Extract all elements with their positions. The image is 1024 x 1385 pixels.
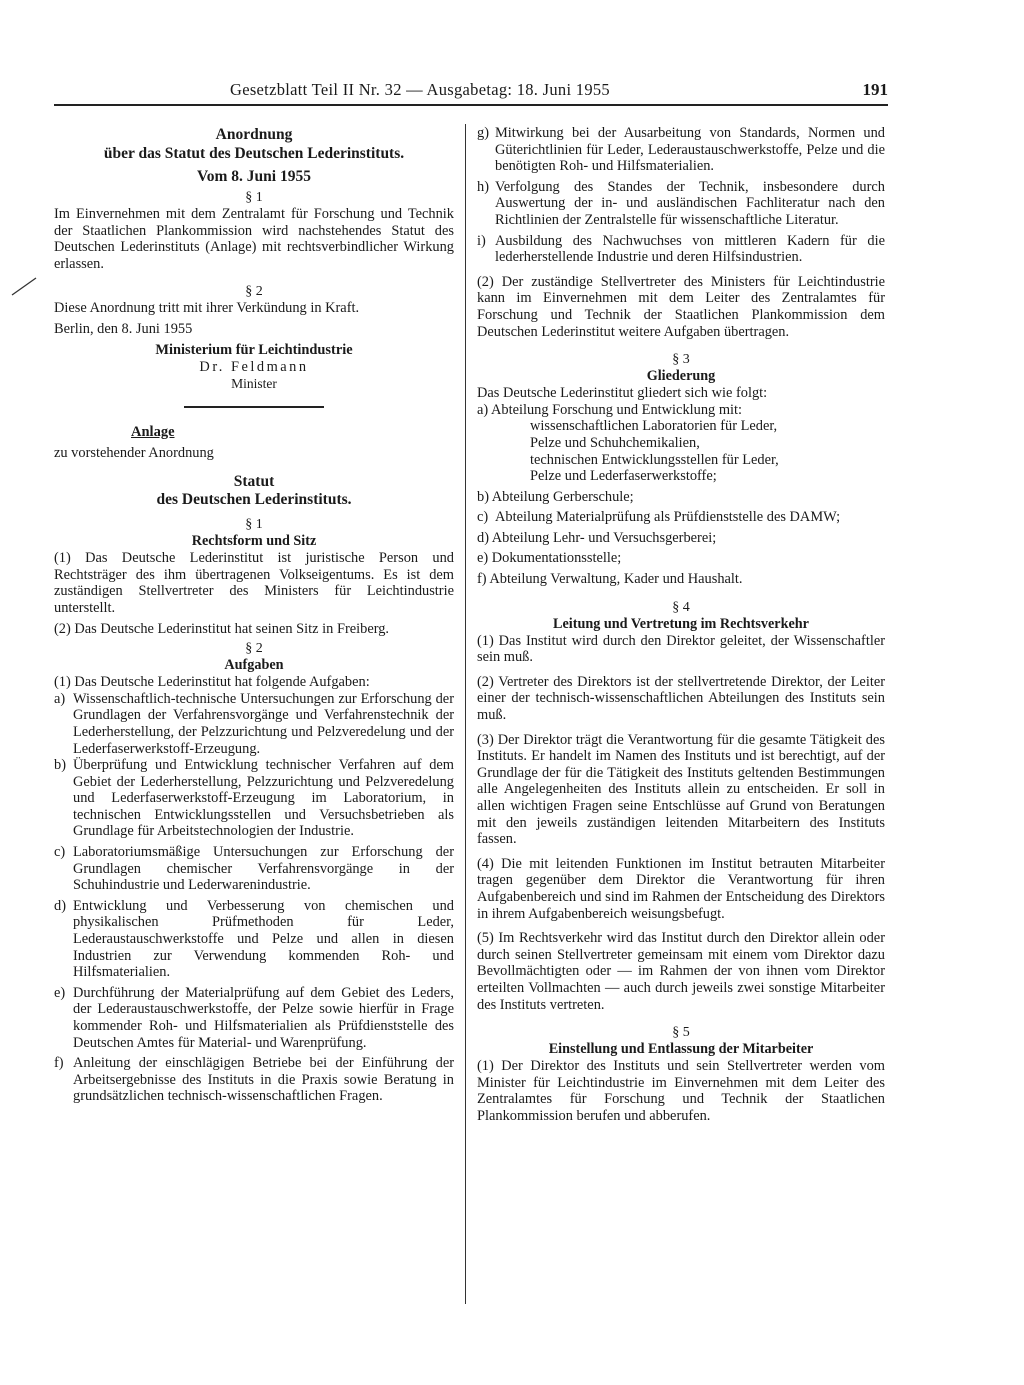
paragraph: (1) Das Institut wird durch den Direktor geleitet, der Wissenschaftler sein muß. [477,632,885,666]
statute-title: Statut [233,473,275,491]
paragraph: (2) Vertreter des Direktors ist der stellvertretende Direktor, der Leiter einer der technisch-wissenschaftlichen Abteilungen des Instituts sein muß. [477,673,885,724]
list-item: d) Entwicklung und Verbesserung von chemischen und physikalischen Prüfmethoden für Leder, Lederaustauschwerkstoffe und Pelze und allen in diesen Industrien zur Verwendung kommenden Roh- und Hilfsmaterialien. [54,897,454,981]
annex-label: Anlage [131,423,175,440]
list-item: f) Anleitung der einschlägigen Betriebe bei der Einführung der Arbeitsergebnisse des Instituts in die Praxis sowie Beratung in grundsätzlichen technisch-wissenschaftlichen Fragen. [54,1055,454,1105]
list-item: e) Durchführung der Materialprüfung auf dem Gebiet des Leders, der Lederaustauschwerkstoffe, der Pelze sowie hierfür in Frage kommender Roh- und Hilfsmaterialien als Prüfdienststelle des Deutschen Amtes für Material- und Warenprüfung. [54,984,454,1051]
list-item: h) Verfolgung des Standes der Technik, insbesondere durch Auswertung der in- und ausländischen Fachliteratur nach den Richtlinien der Zentralstelle für wissenschaftliche Literatur. [477,178,885,228]
signer-name: Dr. Feldmann [199,358,309,375]
section-heading: Rechtsform und Sitz [191,533,317,550]
list-item: c) Abteilung Materialprüfung als Prüfdienststelle des DAMW; [477,509,841,526]
section-sign: § 2 [245,641,263,657]
column-divider [465,124,466,1304]
page-header [54,80,888,106]
list-item: i) Ausbildung des Nachwuchses von mittleren Kadern für die lederherstellende Industrie und deren Hilfsindustrien. [477,232,885,266]
list-item: d) Abteilung Lehr- und Versuchsgerberei; [477,529,717,546]
section-heading: Einstellung und Entlassung der Mitarbeiter [548,1041,814,1058]
section-sign: § 2 [245,284,263,300]
ordinance-title: Anordnung [215,126,293,143]
section-sign: § 1 [245,190,263,205]
left-column [54,125,454,1105]
paragraph: Diese Anordnung tritt mit ihrer Verkündung in Kraft. [54,300,360,317]
statute-subtitle: des Deutschen Lederinstituts. [156,491,352,509]
paragraph: (1) Das Deutsche Lederinstitut ist juristische Person und Rechtsträger des ihm übertragenen Volkseigentums. Es ist dem zuständigen Stellvertreter des Ministers für Leichtindustrie unterstellt. [54,550,454,616]
paragraph: (3) Der Direktor trägt die Verantwortung für die gesamte Tätigkeit des Instituts. Er handelt im Namen des Instituts und ist berechtigt, auf der Grundlage der für die Tätigkeit des Instituts geltenden Bestimmungen alle Angelegenheiten des Instituts allein zu entscheiden. Er soll in allen wichtigen Fragen seine Entschlüsse auf Grund von Beratungen mit den jeweils zuständigen leitenden Mitarbeitern des Instituts fassen. [477,731,885,848]
list-item: a) Wissenschaftlich-technische Untersuchungen zur Erforschung der Grundlagen der Verfahrensvorgänge und Verfahrenstechnik der Lederherstellung, der Pelzzurichtung und Pelzveredelung und der Lederfaserwerkstoff-Erzeugung. [54,690,454,757]
paragraph: (2) Das Deutsche Lederinstitut hat seinen Sitz in Freiberg. [54,620,390,637]
sub-item: Pelze und Schuhchemikalien, [530,434,700,451]
section-heading: Leitung und Vertretung im Rechtsverkehr [553,615,809,632]
place-date: Berlin, den 8. Juni 1955 [54,320,193,337]
paragraph: (1) Das Deutsche Lederinstitut hat folgende Aufgaben: [54,674,370,691]
list-item: e) Dokumentationsstelle; [477,550,622,567]
list-item: b) Überprüfung und Entwicklung technischer Verfahren auf dem Gebiet der Lederherstellung, Pelzzurichtung und Pelzveredelung und Lederfaserwerkstoff-Erzeugung im Laboratorium, in technischen Entwicklungsstellen und Versuchsbetrieben als Grundlage für Arbeitstechnologien der Industrie. [54,757,454,840]
paragraph: Das Deutsche Lederinstitut gliedert sich wie folgt: [477,385,768,402]
section-sign: § 5 [672,1025,690,1041]
list-item: c) Laboratoriumsmäßige Untersuchungen zur Erforschung der Grundlagen chemischer Verfahrensvorgänge in der Schuhindustrie und Lederwarenindustrie. [54,844,454,894]
paragraph: (4) Die mit leitenden Funktionen im Institut betrauten Mitarbeiter tragen gegenüber dem Direktor die Verantwortung für ihren Aufgabenbereich und sind im Rahmen der Entscheidung des Direktors in ihrem Aufgabenbereich weisungsbefugt. [477,855,885,922]
ministry-name: Ministerium für Leichtindustrie [155,341,353,358]
ordinance-date: Vom 8. Juni 1955 [197,168,311,185]
section-heading: Aufgaben [224,657,284,674]
sub-item: wissenschaftlichen Laboratorien für Leder, [530,418,778,435]
section-heading: Gliederung [646,368,716,385]
list-item: f) Abteilung Verwaltung, Kader und Haushalt. [477,571,743,588]
ordinance-subtitle: über das Statut des Deutschen Lederinstituts. [103,145,405,162]
sub-item: technischen Entwicklungsstellen für Leder, [530,451,779,468]
list-item: a) Abteilung Forschung und Entwicklung mit: [477,401,743,418]
list-item: g) Mitwirkung bei der Ausarbeitung von Standards, Normen und Güterichtlinien für Leder, Lederaustauschwerkstoffe, Pelze und die benötigten Roh- und Hilfsmaterialien. [477,125,885,175]
paragraph: (1) Der Direktor des Instituts und sein Stellvertreter werden vom Minister für Leichtindustrie im Einvernehmen mit dem Leiter des Zentralamtes für Forschung und Technik der Staatlichen Plankommission berufen und abberufen. [477,1058,885,1124]
signer-role: Minister [231,375,277,391]
page-number: 191 [862,80,888,99]
paragraph: (5) Im Rechtsverkehr wird das Institut durch den Direktor allein oder durch seinen Stellvertreter gemeinsam mit einem vom Direktor dazu Bevollmächtigten oder — im Rahmen der von ihnen vom Direktor erteilten Vollmachten — auch durch jeweils zwei sonstige Mitarbeiter des Instituts vertreten. [477,930,885,1013]
paragraph: (2) Der zuständige Stellvertreter des Ministers für Leichtindustrie kann im Einvernehmen mit dem Leiter des Zentralamtes für Forschung und Technik der Staatlichen Plankommission dem Deutschen Lederinstitut weitere Aufgaben übertragen. [477,273,885,340]
paragraph: Im Einvernehmen mit dem Zentralamt für Forschung und Technik der Staatlichen Plankommission wird nachstehendes Statut des Deutschen Lederinstituts (Anlage) mit rechtsverbindlicher Wirkung erlassen. [54,206,454,272]
header-title: Gesetzblatt Teil II Nr. 32 — Ausgabetag: 18. Juni 1955 [230,80,610,99]
section-sign: § 1 [245,517,263,533]
list-item: b) Abteilung Gerberschule; [477,488,634,505]
margin-pencil-mark [10,275,40,297]
section-sign: § 3 [672,352,690,368]
section-sign: § 4 [672,599,690,615]
sub-item: Pelze und Lederfaserwerkstoffe; [530,468,717,485]
annex-subtitle: zu vorstehender Anordnung [54,444,214,461]
right-column [477,125,885,1125]
